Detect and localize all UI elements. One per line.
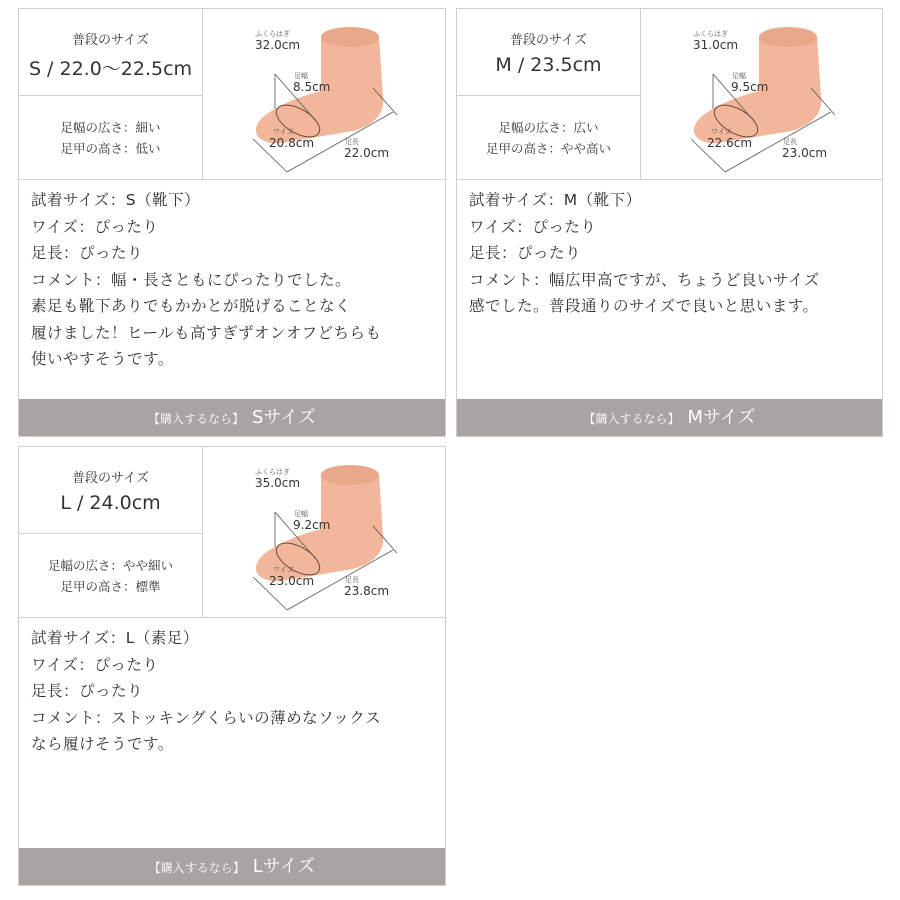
wise-label: ワイズ: [273, 128, 294, 136]
foot-width-trait: 足幅の広さ：細い: [60, 119, 161, 135]
usual-size-column: [19, 447, 203, 617]
instep-trait: 足甲の高さ：低い: [60, 140, 161, 156]
foot-diagram: [203, 447, 445, 617]
buy-size: Mサイズ: [687, 407, 756, 428]
review-line: 足長：ぴったり: [31, 244, 144, 262]
size-info: [19, 9, 445, 180]
review-line: 試着サイズ：L（素足）: [31, 629, 199, 647]
foot-width-trait: 足幅の広さ：やや細い: [47, 557, 173, 573]
foot-width-value: 9.5cm: [731, 80, 769, 94]
foot-illustration: [203, 447, 447, 617]
usual-size-value: L / 24.0cm: [60, 492, 161, 514]
review-text: [31, 625, 437, 758]
buy-size: Sサイズ: [252, 407, 316, 428]
review-line: 足長：ぴったり: [469, 244, 582, 262]
usual-size-column: [19, 9, 203, 179]
review-line: 使いやすそうです。: [31, 350, 174, 368]
length-value: 23.8cm: [344, 584, 390, 598]
length-value: 23.0cm: [782, 146, 828, 160]
wise-value: 22.6cm: [707, 136, 753, 150]
buy-size-button[interactable]: [19, 848, 445, 885]
length-label: 足長: [345, 138, 359, 146]
foot-illustration: [641, 9, 885, 179]
buy-prefix: 【購入するなら】: [583, 412, 680, 426]
calf-value: 35.0cm: [255, 476, 301, 490]
instep-trait: 足甲の高さ：標準: [60, 578, 161, 594]
size-info: [19, 447, 445, 618]
calf-value: 32.0cm: [255, 38, 301, 52]
review-line: ワイズ：ぴったり: [31, 655, 159, 674]
review-line: 感でした。普段通りのサイズで良いと思います。: [469, 297, 819, 315]
usual-size-value: S / 22.0〜22.5cm: [28, 58, 193, 80]
foot-width-label: 足幅: [732, 72, 746, 80]
buy-prefix: 【購入するなら】: [148, 861, 245, 875]
calf-label: ふくらはぎ: [693, 30, 728, 38]
review-line: 素足も靴下ありでもかかとが脱げることなく: [31, 297, 352, 315]
review-line: コメント：幅広甲高ですが、ちょうど良いサイズ: [469, 270, 820, 289]
review-text: [31, 187, 437, 373]
usual-size-label: 普段のサイズ: [72, 33, 149, 48]
size-info: [457, 9, 882, 180]
review-line: 足長：ぴったり: [31, 682, 144, 700]
review-text: [469, 187, 874, 320]
buy-size: Lサイズ: [252, 856, 316, 877]
length-label: 足長: [345, 576, 359, 584]
foot-width-label: 足幅: [294, 510, 308, 518]
foot-diagram: [203, 9, 445, 179]
usual-size-column: [457, 9, 641, 179]
review-line: 試着サイズ：S（靴下）: [31, 191, 201, 209]
buy-size-button[interactable]: [19, 399, 445, 436]
review-line: 試着サイズ：M（靴下）: [469, 191, 642, 209]
foot-illustration: [203, 9, 447, 179]
review-line: ワイズ：ぴったり: [31, 217, 159, 236]
wise-label: ワイズ: [711, 128, 732, 136]
review-card-s: [18, 8, 446, 437]
calf-value: 31.0cm: [693, 38, 739, 52]
review-card-l: [18, 446, 446, 886]
wise-value: 23.0cm: [269, 574, 315, 588]
review-line: コメント：幅・長さともにぴったりでした。: [31, 270, 352, 289]
buy-prefix: 【購入するなら】: [147, 412, 244, 426]
review-line: コメント：ストッキングくらいの薄めなソックス: [31, 708, 382, 727]
wise-value: 20.8cm: [269, 136, 315, 150]
foot-diagram: [641, 9, 882, 179]
usual-size-label: 普段のサイズ: [510, 33, 587, 48]
buy-size-button[interactable]: [457, 399, 882, 436]
usual-size-value: M / 23.5cm: [495, 54, 602, 76]
calf-label: ふくらはぎ: [255, 468, 290, 476]
length-label: 足長: [783, 138, 797, 146]
calf-label: ふくらはぎ: [255, 30, 290, 38]
usual-size-label: 普段のサイズ: [72, 471, 149, 486]
foot-width-label: 足幅: [294, 72, 308, 80]
review-line: ワイズ：ぴったり: [469, 217, 597, 236]
review-line: 履けました！ヒールも高すぎずオンオフどちらも: [31, 323, 382, 342]
foot-width-value: 9.2cm: [293, 518, 331, 532]
instep-trait: 足甲の高さ：やや高い: [485, 140, 611, 156]
foot-width-trait: 足幅の広さ：広い: [498, 119, 599, 135]
length-value: 22.0cm: [344, 146, 390, 160]
review-card-m: [456, 8, 883, 437]
review-line: なら履けそうです。: [31, 735, 174, 753]
wise-label: ワイズ: [273, 566, 294, 574]
foot-width-value: 8.5cm: [293, 80, 331, 94]
